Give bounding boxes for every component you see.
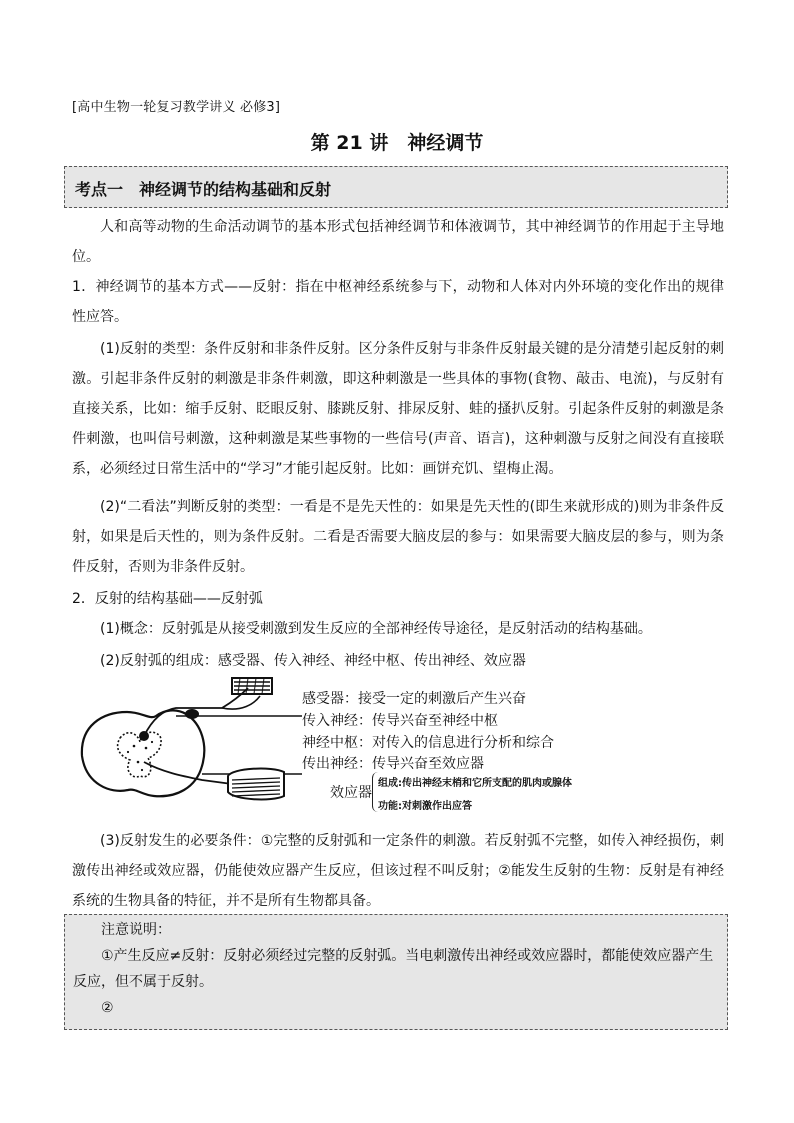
note-item-2: ② <box>101 1000 114 1016</box>
page-title: 第 21 讲 神经调节 <box>310 132 484 154</box>
effector-icon <box>228 769 284 800</box>
note-box <box>64 914 728 1030</box>
center-definition: 神经中枢：对传入的信息进行分析和综合 <box>302 735 554 751</box>
receptor-definition: 感受器：接受一定的刺激后产生兴奋 <box>302 691 526 707</box>
header-tag: [高中生物一轮复习教学讲义 必修3] <box>72 100 281 115</box>
effector-composition: 组成:传出神经末梢和它所支配的肌肉或腺体 <box>378 778 572 789</box>
note-heading: 注意说明： <box>101 922 171 938</box>
effector-label: 效应器 <box>330 785 372 801</box>
receptor-icon <box>232 678 272 694</box>
afferent-definition: 传入神经：传导兴奋至神经中枢 <box>302 713 498 729</box>
effector-function: 功能:对刺激作出应答 <box>378 801 472 812</box>
paragraph-reflex-arc: 2．反射的结构基础——反射弧 <box>72 591 263 607</box>
paragraph-reflex: 1．神经调节的基本方式——反射：指在中枢神经系统参与下，动物和人体对内外环境的变化作出的规律性应答。 <box>72 279 724 325</box>
paragraph-reflex-types: (1)反射的类型：条件反射和非条件反射。区分条件反射与非条件反射最关键的是分清楚引起反射的刺激。引起非条件反射的刺激是非条件刺激，即这种刺激是一些具体的事物(食物、敲击、电流)，与反射有直接关系，比如：缩手反射、眨眼反射、膝跳反射、排尿反射、蛙的搔扒反射。引起条件反射的刺激是条件刺激，也叫信号刺激，这种刺激是某些事物的一些信号(声音、语言)，这种刺激与反射之间没有直接联系，必须经过日常生活中的“学习”才能引起反射。比如：画饼充饥、望梅止渴。 <box>72 341 724 477</box>
section-title: 考点一 神经调节的结构基础和反射 <box>75 180 332 199</box>
section-header <box>64 166 728 208</box>
paragraph-conditions: (3)反射发生的必要条件：①完整的反射弧和一定条件的刺激。若反射弧不完整，如传入神经损伤，刺激传出神经或效应器，仍能使效应器产生反应，但该过程不叫反射；②能发生反射的生物：反射是有神经系统的生物具备的特征，并不是所有生物都具备。 <box>72 833 724 909</box>
paragraph-two-look: (2)“二看法”判断反射的类型：一看是不是先天性的：如果是先天性的(即生来就形成的)则为非条件反射，如果是后天性的，则为条件反射。二看是否需要大脑皮层的参与：如果需要大脑皮层的参与，则为条件反射，否则为非条件反射。 <box>72 499 724 575</box>
note-item-1: ①产生反应≠反射：反射必须经过完整的反射弧。当电刺激传出神经或效应器时，都能使效应器产生反应，但不属于反射。 <box>73 948 714 990</box>
reflex-arc-diagram <box>72 676 302 810</box>
intro-paragraph: 人和高等动物的生命活动调节的基本形式包括神经调节和体液调节，其中神经调节的作用起于主导地位。 <box>72 219 724 265</box>
paragraph-arc-concept: (1)概念：反射弧是从接受刺激到发生反应的全部神经传导途径，是反射活动的结构基础。 <box>100 621 652 637</box>
paragraph-arc-components: (2)反射弧的组成：感受器、传入神经、神经中枢、传出神经、效应器 <box>100 653 526 669</box>
efferent-definition: 传出神经：传导兴奋至效应器 <box>302 756 484 772</box>
